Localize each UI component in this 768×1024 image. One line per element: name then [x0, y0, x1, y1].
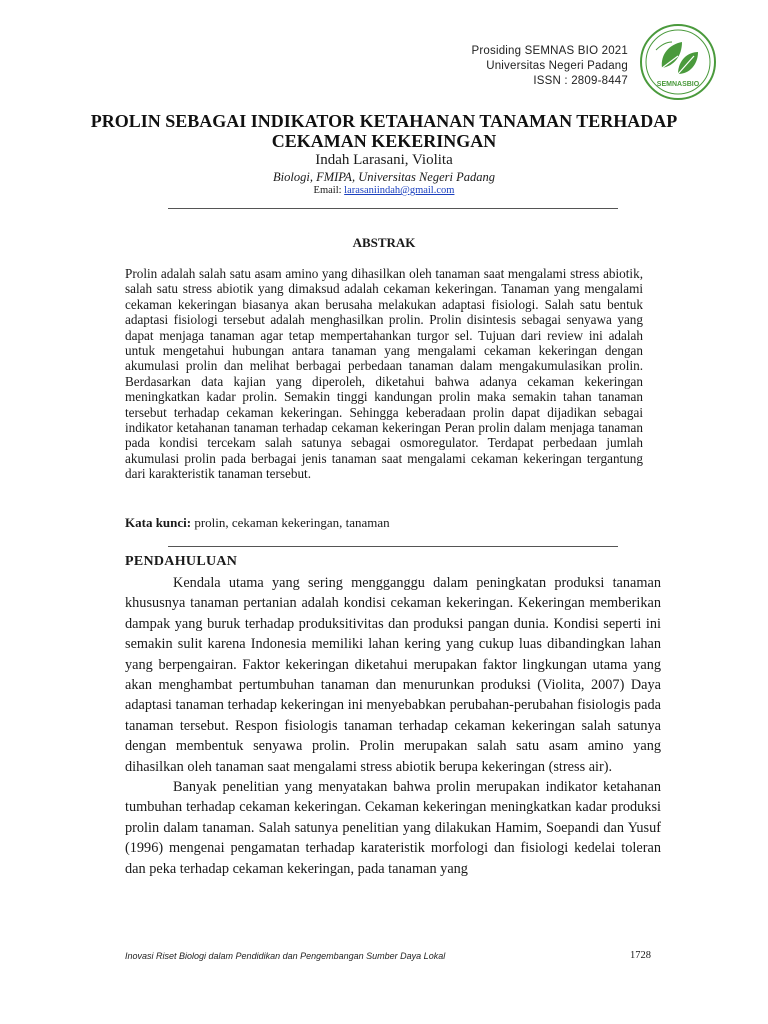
svg-text:SEMNASBIO: SEMNASBIO — [656, 81, 700, 88]
page-number: 1728 — [630, 950, 651, 961]
paper-title-line-1: PROLIN SEBAGAI INDIKATOR KETAHANAN TANAMAN TERHADAP — [90, 111, 678, 131]
keywords-value: prolin, cekaman kekeringan, tanaman — [191, 515, 390, 530]
introduction-body — [125, 573, 661, 879]
email-line — [0, 185, 768, 196]
footer-running-title: Inovasi Riset Biologi dalam Pendidikan dan Pengembangan Sumber Daya Lokal — [125, 951, 446, 961]
intro-paragraph-1: Kendala utama yang sering mengganggu dalam peningkatan produksi tanaman khususnya tanaman pertanian adalah kondisi cekaman kekeringan. Kekeringan memberikan dampak yang buruk terhadap produksitivitas dan produksi pangan dunia. Kondisi seperti ini semakin sulit karena Indonesia memiliki lahan kering yang cukup luas dibandingkan lahan yang berpengairan. Faktor kekeringan diketahui merupakan faktor lingkungan utama yang akan menghambat pertumbuhan tanaman dan menurunkan produksi (Violita, 2007) Daya adaptasi tanaman terhadap kekeringan ini menyebabkan perubahan-perubahan fisiologis pada tanaman tersebut. Respon fisiologis tanaman terhadap cekaman kekeringan salah satunya dengan membentuk senyawa prolin. Prolin merupakan salah satu asam amino yang dihasilkan oleh tanaman saat mengalami stress abiotik berupa kekeringan (stress air). — [125, 575, 661, 775]
abstract-text: Prolin adalah salah satu asam amino yang dihasilkan oleh tanaman saat mengalami stress abiotik, salah satu stress abiotik yang dimaksud adalah cekaman kekeringan. Tanaman yang mengalami cekaman kekeringan biasanya akan berusaha melakukan adaptasi fisiologi. Salah satu bentuk adaptasi fisiologi tersebut adalah menghasilkan prolin. Prolin disintesis sebagai senyawa yang dapat menjaga tanaman agar tetap mempertahankan turgor sel. Tujuan dari review ini adalah untuk mengetahui hubungan antara tanaman yang mengalami cekaman kekeringan dengan akumulasi prolin dan melihat berbagai perbedaan tanaman dalam mengakumulasikan prolin. Berdasarkan data kajian yang diperoleh, diketahui bahwa adanya cekaman kekeringan meningkatkan kadar prolin. Semakin tinggi kandungan prolin maka semakin tahan tanaman tersebut terhadap cekaman kekeringan. Sehingga keberadaan prolin dapat dijadikan sebagai indikator ketahanan tanaman terhadap cekaman kekeringan Peran prolin dalam menjaga tanaman pada kondisi tercekam salah satunya sebagai osmoregulator. Terdapat perbedaan jumlah akumulasi prolin pada berbagai jenis tanaman saat mengalami cekaman kekeringan tergantung dari karakteristik tanaman tersebut. — [125, 266, 643, 482]
university-name: Universitas Negeri Padang — [486, 60, 628, 72]
keywords — [125, 515, 390, 531]
paper-title — [0, 111, 768, 151]
abstract-heading: ABSTRAK — [352, 235, 416, 250]
paper-title-line-2: CEKAMAN KEKERINGAN — [271, 131, 497, 151]
header-divider — [168, 208, 618, 209]
keywords-label: Kata kunci: — [125, 515, 192, 530]
email-link[interactable]: larasaniindah@gmail.com — [344, 185, 455, 196]
proceedings-name: Prosiding SEMNAS BIO 2021 — [471, 45, 628, 57]
issn: ISSN : 2809-8447 — [533, 75, 628, 87]
semnasbio-logo-icon — [638, 22, 718, 102]
abstract-divider — [168, 546, 618, 547]
email-label: Email: — [313, 185, 345, 196]
affiliation: Biologi, FMIPA, Universitas Negeri Padang — [273, 170, 495, 184]
intro-paragraph-2: Banyak penelitian yang menyatakan bahwa prolin merupakan indikator ketahanan tumbuhan terhadap cekaman kekeringan. Cekaman kekeringan meningkatkan kadar produksi prolin dalam tanaman. Salah satunya penelitian yang dilakukan Hamim, Soepandi dan Yusuf (1996) mengenai pengamatan terhadap karateristik morfologi dan fisiologi kedelai toleran dan peka terhadap cekaman kekeringan, pada tanaman yang — [125, 779, 661, 877]
authors: Indah Larasani, Violita — [315, 152, 453, 168]
proceedings-header — [472, 44, 629, 89]
section-heading-pendahuluan: PENDAHULUAN — [125, 554, 238, 569]
